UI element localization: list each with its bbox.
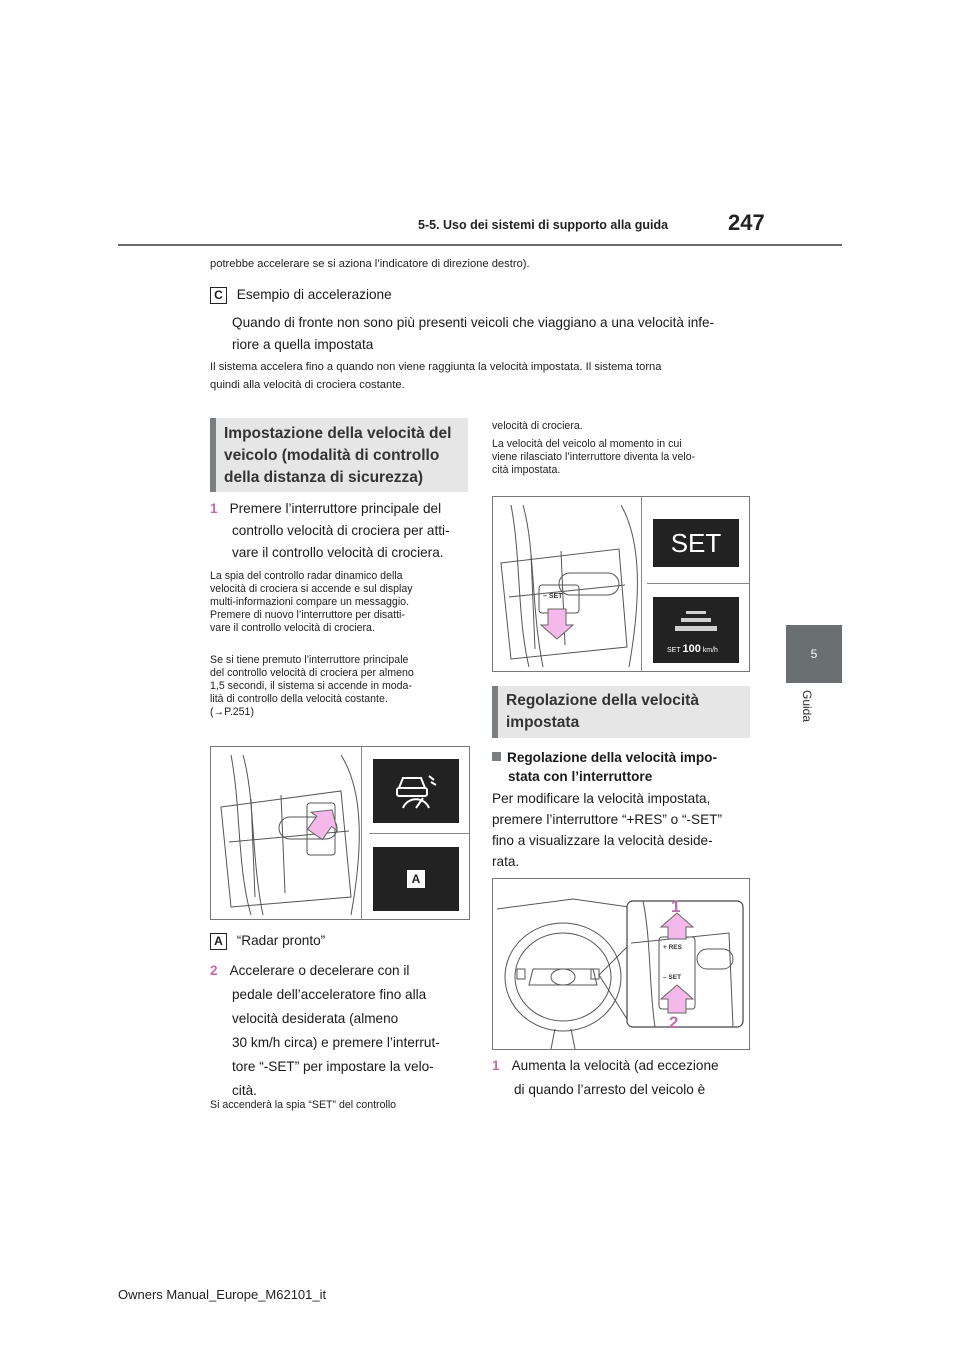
note-line: multi-informazioni compare un messaggio.: [210, 596, 410, 608]
note-line: Se si tiene premuto l’interruttore principale: [210, 654, 409, 666]
divider: [361, 747, 362, 919]
road-lanes-icon: [653, 597, 739, 643]
a-caption: “Radar pronto”: [236, 933, 326, 948]
note-c: Si accenderà la spia “SET” del controllo: [210, 1099, 397, 1111]
radar-cruise-icon: [391, 768, 441, 814]
set-small-label: SET: [667, 647, 681, 654]
section-heading-adjust-speed: [492, 686, 750, 738]
heading-line: della distanza di sicurezza): [224, 469, 423, 486]
step-2: [210, 960, 472, 1102]
radar-ready-display: [373, 759, 459, 823]
note-line: La velocità del veicolo al momento in cui: [492, 438, 682, 450]
right-cont: [492, 420, 754, 477]
divider: [369, 833, 469, 834]
press-arrow: [302, 801, 345, 844]
minus-set-label: – SET: [663, 974, 682, 981]
chapter-tab-label: Guida: [800, 690, 814, 723]
illustration-main-switch: [210, 746, 470, 920]
note-line: cità impostata.: [492, 464, 561, 476]
note-a: [210, 570, 472, 635]
divider: [647, 583, 749, 584]
steering-wheel-drawing: [493, 879, 749, 1049]
step-text: Aumenta la velocità (ad eccezione: [511, 1058, 719, 1073]
sub-heading-line: stata con l’interruttore: [508, 769, 653, 784]
heading-line: Impostazione della velocità del: [224, 425, 452, 442]
step-text: Accelerare o decelerare con il: [229, 963, 410, 978]
note-line: vare il controllo velocità di crociera.: [210, 622, 375, 634]
c-desc-1: Quando di fronte non sono più presenti veicoli che viaggiano a una velocità infe-: [232, 315, 715, 330]
illus-a-label: A: [406, 869, 426, 889]
plus-res-label: + RES: [663, 944, 682, 951]
page-number: 247: [728, 210, 765, 235]
para-line: premere l’interruttore “+RES” o “-SET”: [492, 812, 723, 827]
illustration-res-set: [492, 878, 750, 1050]
adjust-paragraph: [492, 788, 754, 872]
intro-line: potrebbe accelerare se si aziona l’indicatore di direzione destro).: [210, 258, 530, 270]
para-line: fino a visualizzare la velocità deside-: [492, 833, 713, 848]
step-number: 2: [210, 963, 218, 978]
step-text: controllo velocità di crociera per atti-: [232, 523, 450, 538]
note-line: velocità di crociera si accende e sul display: [210, 583, 413, 595]
step-text: vare il controllo velocità di crociera.: [232, 545, 444, 560]
note-line: del controllo velocità di crociera per almeno: [210, 667, 414, 679]
step-1: [210, 498, 472, 564]
c-title-row: [210, 284, 392, 306]
para-line: Per modificare la velocità impostata,: [492, 791, 711, 806]
a-caption-row: [210, 930, 325, 952]
callout-1: 1: [671, 897, 681, 916]
minus-set-label: – SET: [543, 593, 563, 600]
c-note-2: quindi alla velocità di crociera costante.: [210, 379, 405, 391]
a-label: A: [210, 933, 227, 950]
c-note-1: Il sistema accelera fino a quando non viene raggiunta la velocità impostata. Il sistema torna: [210, 361, 662, 373]
step-text: velocità desiderata (almeno: [232, 1011, 399, 1026]
c-desc-2: riore a quella impostata: [232, 337, 374, 352]
speed-unit: km/h: [702, 647, 718, 654]
set-speed-display: [653, 597, 739, 663]
speed-readout: [667, 643, 718, 655]
c-label: C: [210, 287, 227, 304]
speed-value: 100: [682, 643, 701, 655]
display-a: [373, 847, 459, 911]
heading-line: Regolazione della velocità: [506, 692, 699, 709]
step-text: pedale dell’acceleratore fino alla: [232, 987, 427, 1002]
para-line: rata.: [492, 854, 520, 869]
step-text: di quando l’arresto del veicolo è: [514, 1082, 706, 1097]
note-line: Premere di nuovo l’interruttore per disatti-: [210, 609, 405, 621]
note-line: velocità di crociera.: [492, 420, 583, 432]
note-line: 1,5 secondi, il sistema si accende in moda-: [210, 680, 412, 692]
chapter-tab: 5: [786, 625, 842, 683]
note-line: viene rilasciato l’interruttore diventa la velo-: [492, 451, 696, 463]
right-step-1: [492, 1055, 754, 1101]
sub-heading-line: Regolazione della velocità impo-: [507, 750, 717, 765]
section-title: 5-5. Uso dei sistemi di supporto alla guida: [418, 218, 669, 232]
heading-line: veicolo (modalità di controllo: [224, 447, 440, 464]
illustration-set-switch: [492, 496, 750, 672]
callout-2: 2: [669, 1013, 679, 1032]
footer-manual-id: Owners Manual_Europe_M62101_it: [118, 1287, 327, 1302]
note-line: (→P.251): [210, 706, 254, 718]
c-title: Esempio di accelerazione: [236, 287, 392, 302]
step-number: 1: [210, 501, 218, 516]
sub-heading: [492, 748, 754, 786]
header-rule: [118, 244, 842, 246]
note-b: [210, 654, 472, 719]
note-line: La spia del controllo radar dinamico della: [210, 570, 403, 582]
note-line: lità di controllo della velocità costante.: [210, 693, 388, 705]
step-text: Premere l’interruttore principale del: [229, 501, 442, 516]
step-text: tore “-SET” per impostare la velo-: [232, 1059, 434, 1074]
step-number: 1: [492, 1058, 500, 1073]
bullet-square: [492, 752, 501, 761]
divider: [641, 497, 642, 671]
step-text: cità.: [232, 1083, 257, 1098]
heading-line: impostata: [506, 714, 580, 731]
set-display: SET: [653, 519, 739, 567]
step-text: 30 km/h circa) e premere l’interrut-: [232, 1035, 440, 1050]
section-heading-set-speed: [210, 418, 468, 492]
